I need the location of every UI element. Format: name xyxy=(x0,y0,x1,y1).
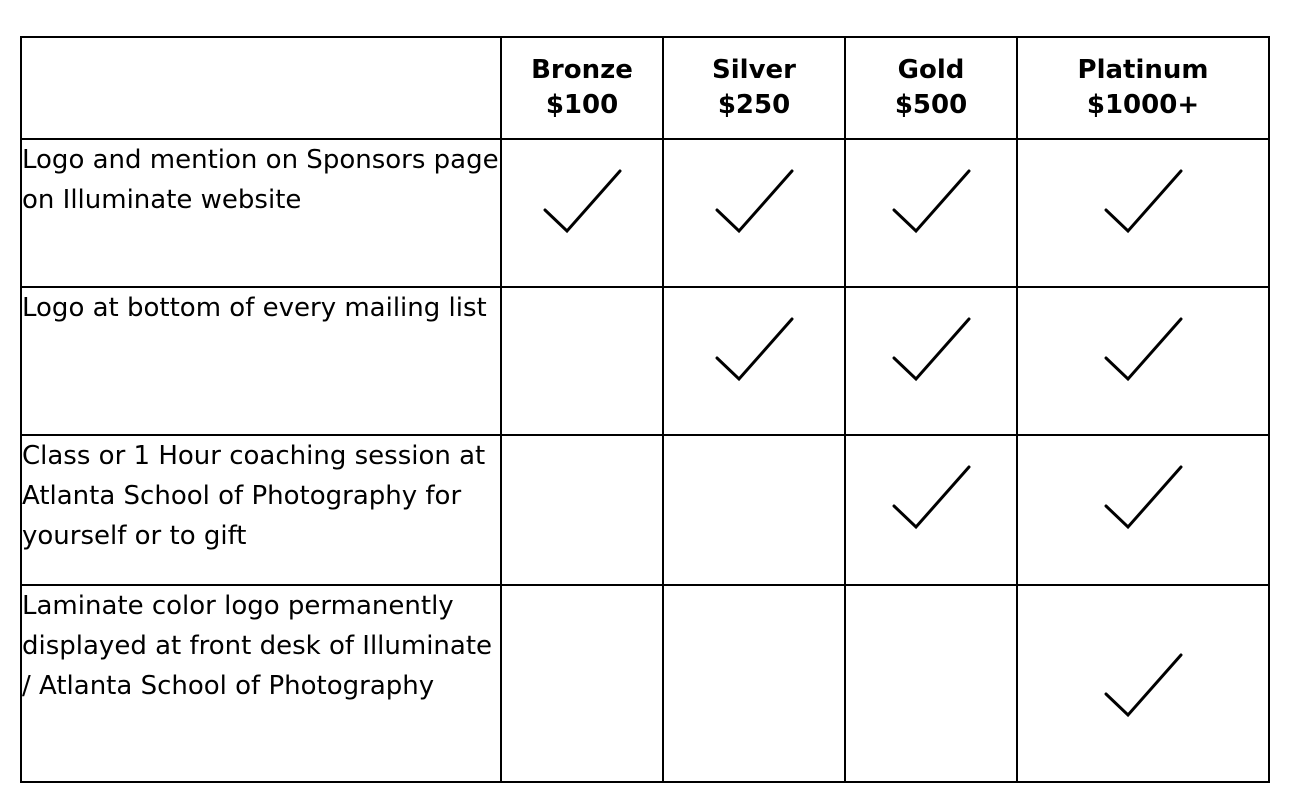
tier-cell-platinum xyxy=(1017,585,1269,782)
tier-cell-silver xyxy=(663,287,845,435)
header-corner-cell xyxy=(21,37,501,139)
check-mark-icon xyxy=(1103,464,1183,530)
tier-name: Silver xyxy=(712,55,796,85)
tier-price: $500 xyxy=(894,90,968,120)
tier-cell-platinum xyxy=(1017,287,1269,435)
tier-cell-silver xyxy=(663,435,845,585)
tier-cell-gold xyxy=(845,287,1017,435)
tier-price: $250 xyxy=(717,90,791,120)
tier-cell-gold xyxy=(845,585,1017,782)
tier-header-silver xyxy=(663,37,845,139)
benefit-row xyxy=(21,435,1269,585)
tier-price: $1000+ xyxy=(1086,90,1200,120)
tier-cell-bronze xyxy=(501,435,663,585)
tier-cell-bronze xyxy=(501,585,663,782)
tier-name: Gold xyxy=(897,55,965,85)
benefit-row xyxy=(21,585,1269,782)
tier-cell-bronze xyxy=(501,287,663,435)
benefit-row xyxy=(21,139,1269,287)
tier-header-bronze xyxy=(501,37,663,139)
sponsorship-tier-table xyxy=(20,36,1270,783)
check-mark-icon xyxy=(714,168,794,234)
tier-name: Platinum xyxy=(1077,55,1209,85)
tier-cell-silver xyxy=(663,139,845,287)
tier-cell-platinum xyxy=(1017,139,1269,287)
benefit-label: Logo at bottom of every mailing list xyxy=(21,287,501,435)
tier-price: $100 xyxy=(545,90,619,120)
benefit-label: Class or 1 Hour coaching session at Atlanta School of Photography for yourself or to gift xyxy=(21,435,501,585)
tier-cell-silver xyxy=(663,585,845,782)
check-mark-icon xyxy=(1103,316,1183,382)
tier-header-platinum xyxy=(1017,37,1269,139)
benefit-label: Laminate color logo permanently displayed at front desk of Illuminate / Atlanta School of Photography xyxy=(21,585,501,782)
tier-header-gold xyxy=(845,37,1017,139)
benefit-label: Logo and mention on Sponsors page on Illuminate website xyxy=(21,139,501,287)
tier-cell-gold xyxy=(845,139,1017,287)
benefit-row xyxy=(21,287,1269,435)
tier-cell-platinum xyxy=(1017,435,1269,585)
tier-header-row xyxy=(21,37,1269,139)
check-mark-icon xyxy=(891,168,971,234)
tier-cell-bronze xyxy=(501,139,663,287)
check-mark-icon xyxy=(891,464,971,530)
check-mark-icon xyxy=(714,316,794,382)
check-mark-icon xyxy=(1103,652,1183,718)
check-mark-icon xyxy=(542,168,622,234)
tier-cell-gold xyxy=(845,435,1017,585)
check-mark-icon xyxy=(891,316,971,382)
check-mark-icon xyxy=(1103,168,1183,234)
tier-name: Bronze xyxy=(531,55,633,85)
